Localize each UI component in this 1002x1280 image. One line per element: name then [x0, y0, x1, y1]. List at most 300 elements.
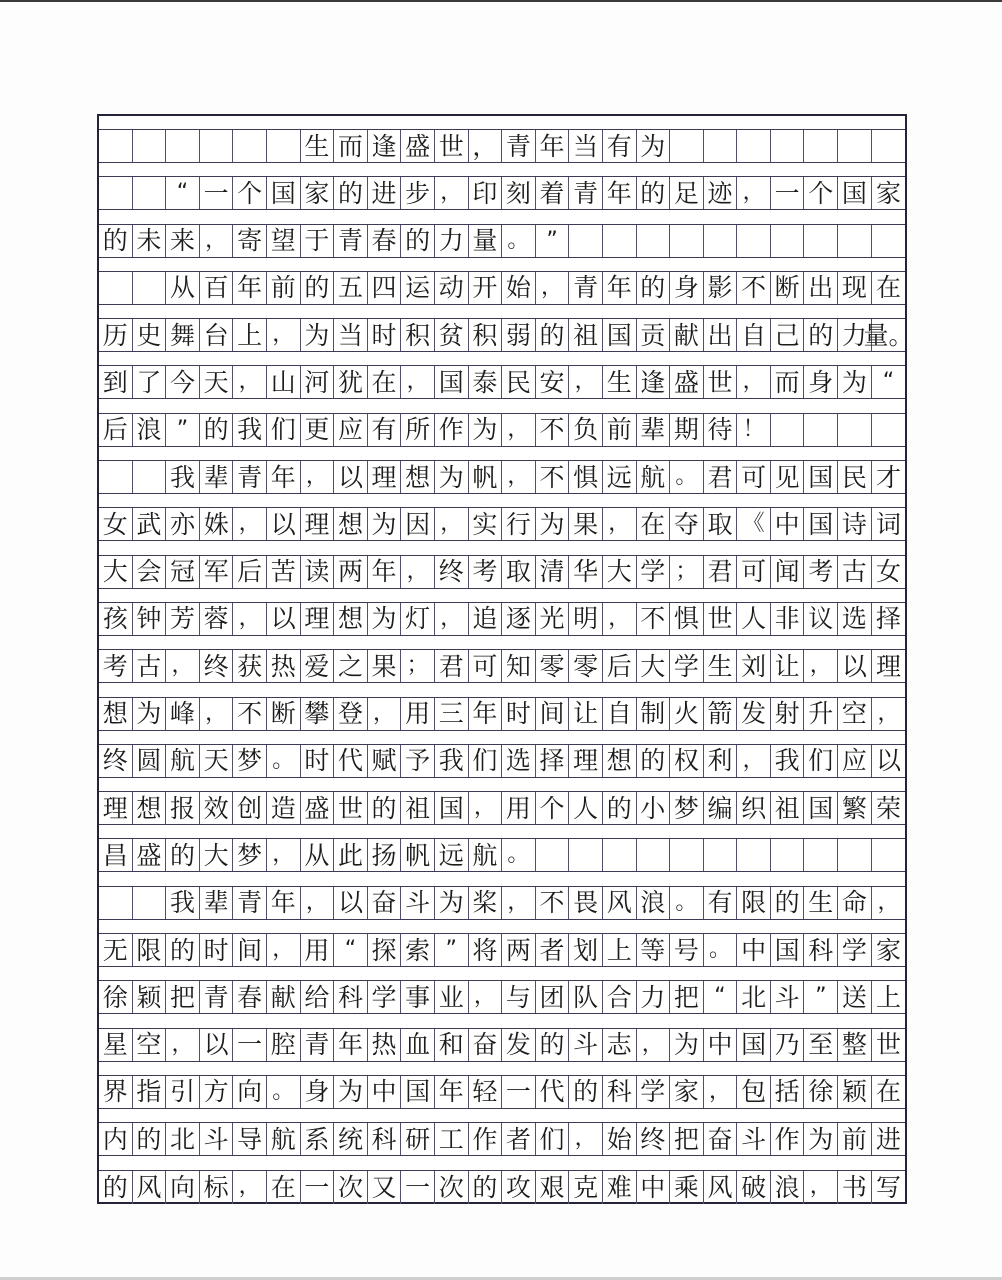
grid-cell-char: 年 — [469, 698, 503, 730]
grid-cell-char: 扬 — [368, 839, 402, 871]
grid-cell-char: 箭 — [704, 698, 738, 730]
grid-cell-char: 爱 — [301, 650, 335, 682]
grid-cell-char: 《 — [737, 508, 771, 540]
grid-cell-empty — [536, 839, 570, 871]
grid-cell-char: 世 — [704, 366, 738, 398]
grid-cell-char: 学 — [637, 556, 671, 588]
grid-cell-char: 合 — [603, 981, 637, 1013]
grid-cell-char: 军 — [200, 556, 234, 588]
grid-cell-char: 天 — [200, 366, 234, 398]
grid-cell-char: 两 — [502, 934, 536, 966]
grid-cell-empty — [267, 130, 301, 162]
grid-cell-char: 织 — [737, 792, 771, 824]
grid-cell-char: 想 — [334, 508, 368, 540]
text-row — [99, 791, 905, 825]
grid-cell-char: 国 — [435, 792, 469, 824]
grid-cell-char: 北 — [166, 1123, 200, 1155]
text-row — [99, 413, 905, 447]
grid-cell-char: 零 — [536, 650, 570, 682]
grid-cell-char: 人 — [569, 792, 603, 824]
grid-cell-char: 破 — [737, 1171, 771, 1204]
grid-cell-char: 创 — [233, 792, 267, 824]
grid-cell-char: 限 — [133, 934, 167, 966]
grid-cell-char: 非 — [771, 603, 805, 635]
grid-cell-char: 和 — [435, 1029, 469, 1061]
grid-cell-char: 前 — [603, 414, 637, 446]
grid-cell-char: 刘 — [737, 650, 771, 682]
grid-cell-char: 盛 — [301, 792, 335, 824]
grid-cell-char: 克 — [569, 1171, 603, 1204]
grid-cell-char: 想 — [401, 461, 435, 493]
grid-cell-char: 梦 — [670, 792, 704, 824]
grid-cell-char: 不 — [536, 887, 570, 919]
grid-cell-char: 的 — [771, 887, 805, 919]
grid-cell-char: 代 — [536, 1076, 570, 1108]
grid-cell-char: 梦 — [233, 745, 267, 777]
grid-cell-char: 弱 — [502, 319, 536, 351]
grid-cell-char: 徐 — [99, 981, 133, 1013]
grid-cell-char: ， — [536, 272, 570, 304]
grid-cell-char: 以 — [334, 887, 368, 919]
grid-cell-char: 百 — [200, 272, 234, 304]
grid-cell-char: 青 — [233, 887, 267, 919]
grid-cell-char: 划 — [569, 934, 603, 966]
grid-cell-char: 们 — [267, 414, 301, 446]
grid-cell-char: 的 — [401, 225, 435, 257]
grid-cell-char: ， — [435, 508, 469, 540]
grid-cell-char: 奋 — [368, 887, 402, 919]
grid-cell-char: 畏 — [569, 887, 603, 919]
grid-cell-char: ， — [704, 1076, 738, 1108]
grid-cell-char: 艰 — [536, 1171, 570, 1204]
grid-cell-char: 力 — [838, 319, 872, 351]
grid-cell-char: 的 — [99, 1171, 133, 1204]
grid-cell-char: ， — [637, 1029, 671, 1061]
grid-cell-char: ， — [469, 130, 503, 162]
grid-cell-char: 发 — [502, 1029, 536, 1061]
grid-cell-char: 业 — [435, 981, 469, 1013]
grid-cell-char: 惧 — [569, 461, 603, 493]
grid-cell-empty — [737, 130, 771, 162]
grid-cell-char: 才 — [875, 462, 901, 492]
grid-cell-char: 界 — [99, 1076, 133, 1108]
grid-cell-empty — [99, 461, 133, 493]
grid-cell-char: 身 — [804, 366, 838, 398]
grid-cell-char: 桨 — [469, 887, 503, 919]
grid-cell-char: 果 — [569, 508, 603, 540]
grid-cell-char: 不 — [233, 698, 267, 730]
grid-cell-char: ， — [435, 603, 469, 635]
grid-cell-empty — [804, 414, 838, 446]
grid-cell-char: 航 — [637, 461, 671, 493]
grid-cell-char: ， — [166, 1029, 200, 1061]
grid-cell-char: 读 — [301, 556, 335, 588]
grid-cell-char: 实 — [469, 508, 503, 540]
grid-cell-char: 辈 — [200, 887, 234, 919]
grid-cell-char: ， — [502, 461, 536, 493]
grid-cell-char: 青 — [233, 461, 267, 493]
grid-cell-char: ， — [368, 698, 402, 730]
grid-cell-char: 中 — [737, 934, 771, 966]
grid-cell-char: 生 — [704, 650, 738, 682]
grid-cell-char: 中 — [704, 1029, 738, 1061]
grid-cell-char: 把 — [670, 981, 704, 1013]
grid-cell-char: 一 — [401, 1171, 435, 1204]
grid-cell-char: 光 — [536, 603, 570, 635]
grid-cell-empty — [133, 272, 167, 304]
grid-cell-char: 理 — [569, 745, 603, 777]
grid-cell-char: 想 — [603, 745, 637, 777]
grid-cell-char: 待 — [704, 414, 738, 446]
grid-cell-char: 在 — [875, 1077, 901, 1107]
grid-cell-char: 圆 — [133, 745, 167, 777]
grid-cell-char: 选 — [502, 745, 536, 777]
grid-cell-char: ， — [301, 887, 335, 919]
grid-cell-char: ； — [670, 556, 704, 588]
grid-cell-char: 理 — [301, 508, 335, 540]
grid-cell-char: 身 — [670, 272, 704, 304]
grid-cell-char: 予 — [401, 745, 435, 777]
grid-cell-char: 一 — [200, 177, 234, 209]
text-row — [99, 980, 905, 1014]
grid-cell-char: 的 — [637, 272, 671, 304]
grid-cell-char: 想 — [99, 698, 133, 730]
grid-cell-char: 国 — [435, 366, 469, 398]
grid-cell-char: 词 — [875, 509, 901, 539]
grid-cell-char: 斗 — [737, 1123, 771, 1155]
grid-cell-char: 权 — [670, 745, 704, 777]
grid-cell-char: ， — [877, 889, 900, 915]
grid-cell-char: 闻 — [771, 556, 805, 588]
grid-cell-char: 内 — [99, 1123, 133, 1155]
grid-cell-char: 亦 — [166, 508, 200, 540]
grid-cell-char: ” — [435, 934, 469, 966]
grid-cell-char: 中 — [368, 1076, 402, 1108]
grid-cell-char: 清 — [536, 556, 570, 588]
grid-cell-char: 又 — [368, 1171, 402, 1204]
grid-cell-char: 为 — [637, 130, 671, 162]
grid-cell-char: 学 — [838, 934, 872, 966]
grid-cell-char: 现 — [838, 272, 872, 304]
grid-cell-char: 的 — [368, 792, 402, 824]
grid-cell-char: 用 — [301, 934, 335, 966]
grid-cell-char: 理 — [99, 792, 133, 824]
grid-cell-char: 武 — [133, 508, 167, 540]
grid-cell-char: 国 — [838, 177, 872, 209]
grid-cell-char: 年 — [233, 272, 267, 304]
grid-cell-char: 星 — [99, 1029, 133, 1061]
grid-cell-empty — [670, 130, 704, 162]
grid-cell-char: 一 — [502, 1076, 536, 1108]
text-row — [99, 318, 914, 352]
grid-cell-char: 果 — [368, 650, 402, 682]
grid-cell-char: 为 — [368, 603, 402, 635]
grid-cell-char: 今 — [166, 366, 200, 398]
grid-cell-char: 号 — [670, 934, 704, 966]
grid-cell-char: 青 — [569, 177, 603, 209]
grid-cell-char: 的 — [200, 414, 234, 446]
grid-cell-char: 远 — [603, 461, 637, 493]
grid-cell-char: 量 — [469, 225, 503, 257]
grid-cell-char: 工 — [435, 1123, 469, 1155]
grid-cell-char: 钟 — [133, 603, 167, 635]
grid-cell-char: 的 — [536, 1029, 570, 1061]
grid-cell-char: 力 — [637, 981, 671, 1013]
grid-cell-char: 惧 — [670, 603, 704, 635]
grid-cell-char: 进 — [875, 1124, 901, 1154]
grid-cell-char: 贡 — [637, 319, 671, 351]
grid-cell-char: 的 — [166, 934, 200, 966]
grid-cell-char: ” — [536, 225, 570, 257]
grid-cell-char: ， — [267, 839, 301, 871]
grid-cell-char: 学 — [670, 650, 704, 682]
grid-cell-char: 。 — [502, 225, 536, 257]
grid-cell-char: 奋 — [469, 1029, 503, 1061]
grid-cell-char: ， — [877, 700, 900, 726]
grid-cell-char: 难 — [603, 1171, 637, 1204]
grid-cell-char: 我 — [771, 745, 805, 777]
grid-cell-char: 积 — [469, 319, 503, 351]
grid-cell-char: 斗 — [771, 981, 805, 1013]
grid-cell-char: 青 — [569, 272, 603, 304]
grid-cell-char: 有 — [704, 887, 738, 919]
grid-cell-char: ， — [233, 603, 267, 635]
grid-cell-empty — [637, 839, 671, 871]
grid-cell-char: 断 — [771, 272, 805, 304]
grid-cell-char: 国 — [737, 1029, 771, 1061]
grid-cell-char: 无 — [99, 934, 133, 966]
grid-cell-empty — [133, 887, 167, 919]
grid-cell-char: 科 — [804, 934, 838, 966]
grid-cell-char: 生 — [301, 130, 335, 162]
grid-cell-char: 以 — [875, 746, 901, 776]
grid-cell-char: 盛 — [670, 366, 704, 398]
grid-cell-char: 作 — [771, 1123, 805, 1155]
grid-cell-char: 献 — [670, 319, 704, 351]
grid-cell-char: 以 — [334, 461, 368, 493]
grid-cell-char: 未 — [133, 225, 167, 257]
grid-cell-char: 更 — [301, 414, 335, 446]
grid-cell-char: 造 — [267, 792, 301, 824]
grid-cell-char: ， — [502, 887, 536, 919]
grid-cell-empty — [133, 177, 167, 209]
grid-cell-char: 有 — [368, 414, 402, 446]
grid-cell-char: 迹 — [704, 177, 738, 209]
grid-cell-char: 天 — [200, 745, 234, 777]
grid-cell-char: 的 — [569, 1076, 603, 1108]
grid-cell-char: 追 — [469, 603, 503, 635]
grid-cell-char: 把 — [166, 981, 200, 1013]
grid-cell-char: ， — [804, 1171, 838, 1204]
grid-cell-char: 台 — [200, 319, 234, 351]
grid-cell-char: 间 — [536, 698, 570, 730]
grid-cell-char: 舞 — [166, 319, 200, 351]
grid-cell-char: ， — [233, 508, 267, 540]
grid-cell-char: 中 — [771, 508, 805, 540]
grid-cell-char: 寄 — [233, 225, 267, 257]
grid-cell-char: 不 — [536, 414, 570, 446]
grid-cell-char: 到 — [99, 366, 133, 398]
grid-cell-char: 影 — [704, 272, 738, 304]
grid-cell-char: 辈 — [200, 461, 234, 493]
grid-cell-char: 利 — [704, 745, 738, 777]
grid-cell-char: 后 — [603, 650, 637, 682]
grid-cell-char: 夺 — [670, 508, 704, 540]
grid-cell-char: 以 — [838, 650, 872, 682]
grid-cell-empty — [99, 887, 133, 919]
grid-cell-char: 家 — [670, 1076, 704, 1108]
grid-cell-char: 。 — [704, 934, 738, 966]
grid-cell-char: ， — [603, 508, 637, 540]
grid-cell-char: 为 — [301, 319, 335, 351]
grid-cell-char: 考 — [804, 556, 838, 588]
grid-cell-char: 者 — [536, 934, 570, 966]
text-row — [99, 602, 905, 636]
grid-cell-char: 议 — [804, 603, 838, 635]
grid-cell-empty — [838, 414, 872, 446]
grid-cell-empty — [872, 225, 906, 257]
grid-cell-char: 理 — [301, 603, 335, 635]
grid-cell-char: 制 — [637, 698, 671, 730]
grid-cell-char: ， — [301, 461, 335, 493]
text-row — [99, 271, 905, 305]
grid-cell-char: 辈 — [637, 414, 671, 446]
grid-cell-char: 始 — [502, 272, 536, 304]
grid-cell-char: 为 — [670, 1029, 704, 1061]
grid-cell-char: 间 — [233, 934, 267, 966]
grid-cell-char: 理 — [875, 651, 901, 681]
grid-cell-char: 历 — [99, 319, 133, 351]
grid-cell-char: 年 — [603, 177, 637, 209]
grid-cell-char: 让 — [569, 698, 603, 730]
grid-cell-char: 年 — [536, 130, 570, 162]
text-row — [99, 838, 905, 872]
grid-cell-char: 科 — [368, 1123, 402, 1155]
grid-cell-empty — [771, 839, 805, 871]
grid-cell-char: 诗 — [838, 508, 872, 540]
grid-cell-char: 零 — [569, 650, 603, 682]
grid-cell-char: 理 — [368, 461, 402, 493]
grid-cell-char: ， — [469, 981, 503, 1013]
text-row — [99, 1170, 905, 1204]
grid-cell-char: 而 — [334, 130, 368, 162]
text-row — [99, 697, 905, 731]
grid-cell-char: 因 — [401, 508, 435, 540]
grid-cell-char: 向 — [233, 1076, 267, 1108]
grid-cell-empty — [133, 461, 167, 493]
grid-cell-char: 国 — [603, 319, 637, 351]
grid-cell-char: 们 — [469, 745, 503, 777]
grid-cell-char: 昌 — [99, 839, 133, 871]
grid-cell-empty — [637, 225, 671, 257]
grid-cell-char: 在 — [637, 508, 671, 540]
grid-cell-char: 见 — [771, 461, 805, 493]
grid-cell-char: 向 — [166, 1171, 200, 1204]
grid-cell-char: 考 — [469, 556, 503, 588]
grid-cell-char: 为 — [536, 508, 570, 540]
grid-cell-char: 山 — [267, 366, 301, 398]
grid-cell-char: 个 — [233, 177, 267, 209]
grid-cell-char: 盛 — [133, 839, 167, 871]
grid-cell-char: 斗 — [569, 1029, 603, 1061]
grid-cell-char: ， — [200, 225, 234, 257]
grid-cell-char: 射 — [771, 698, 805, 730]
grid-cell-char: ， — [569, 366, 603, 398]
grid-cell-char: 的 — [301, 272, 335, 304]
grid-cell-char: 我 — [166, 887, 200, 919]
grid-cell-char: 的 — [637, 177, 671, 209]
grid-cell-char: 的 — [536, 319, 570, 351]
grid-cell-char: ！ — [737, 414, 771, 446]
grid-cell-char: 送 — [838, 981, 872, 1013]
grid-cell-char: 终 — [99, 745, 133, 777]
grid-cell-char: 报 — [166, 792, 200, 824]
text-row — [99, 555, 905, 589]
grid-cell-char: 献 — [267, 981, 301, 1013]
grid-cell-char: 帆 — [469, 461, 503, 493]
grid-cell-char: 进 — [368, 177, 402, 209]
text-row — [99, 1028, 905, 1062]
grid-cell-char: 火 — [670, 698, 704, 730]
grid-cell-char: 时 — [502, 698, 536, 730]
grid-cell-char: 国 — [267, 177, 301, 209]
grid-cell-char: ， — [804, 650, 838, 682]
grid-cell-char: 一 — [301, 1171, 335, 1204]
grid-cell-char: 团 — [536, 981, 570, 1013]
grid-cell-char: 一 — [771, 177, 805, 209]
grid-cell-char: 蓉 — [200, 603, 234, 635]
grid-cell-char: 想 — [334, 603, 368, 635]
grid-cell-char: 芳 — [166, 603, 200, 635]
grid-cell-char: 风 — [603, 887, 637, 919]
grid-cell-char: 探 — [368, 934, 402, 966]
grid-cell-char: 家 — [875, 935, 901, 965]
grid-cell-char: 航 — [166, 745, 200, 777]
grid-cell-char: 的 — [637, 745, 671, 777]
grid-cell-char: 北 — [737, 981, 771, 1013]
grid-cell-char: 开 — [469, 272, 503, 304]
grid-cell-char: 逢 — [368, 130, 402, 162]
grid-cell-char: 家 — [301, 177, 335, 209]
grid-cell-char: 们 — [536, 1123, 570, 1155]
grid-cell-char: 不 — [536, 461, 570, 493]
grid-cell-char: 航 — [469, 839, 503, 871]
grid-cell-char: 犹 — [334, 366, 368, 398]
grid-cell-empty — [771, 130, 805, 162]
grid-cell-empty — [771, 225, 805, 257]
grid-cell-char: 写 — [875, 1172, 901, 1202]
grid-cell-char: ” — [166, 414, 200, 446]
grid-cell-char: 代 — [334, 745, 368, 777]
grid-cell-char: 君 — [435, 650, 469, 682]
grid-cell-char: 青 — [334, 225, 368, 257]
grid-cell-char: 世 — [334, 792, 368, 824]
grid-cell-char: 负 — [569, 414, 603, 446]
grid-cell-char: 青 — [200, 981, 234, 1013]
text-row — [99, 224, 905, 258]
grid-cell-empty — [704, 225, 738, 257]
grid-cell-empty — [603, 225, 637, 257]
grid-cell-char: ， — [603, 603, 637, 635]
grid-cell-char: 当 — [334, 319, 368, 351]
grid-cell-empty — [737, 225, 771, 257]
grid-cell-char: 乘 — [670, 1171, 704, 1204]
grid-cell-char: ， — [233, 1171, 267, 1204]
grid-cell-char: 的 — [469, 1171, 503, 1204]
grid-cell-char: 为 — [469, 414, 503, 446]
grid-cell-char: 后 — [99, 414, 133, 446]
text-row — [99, 176, 905, 210]
